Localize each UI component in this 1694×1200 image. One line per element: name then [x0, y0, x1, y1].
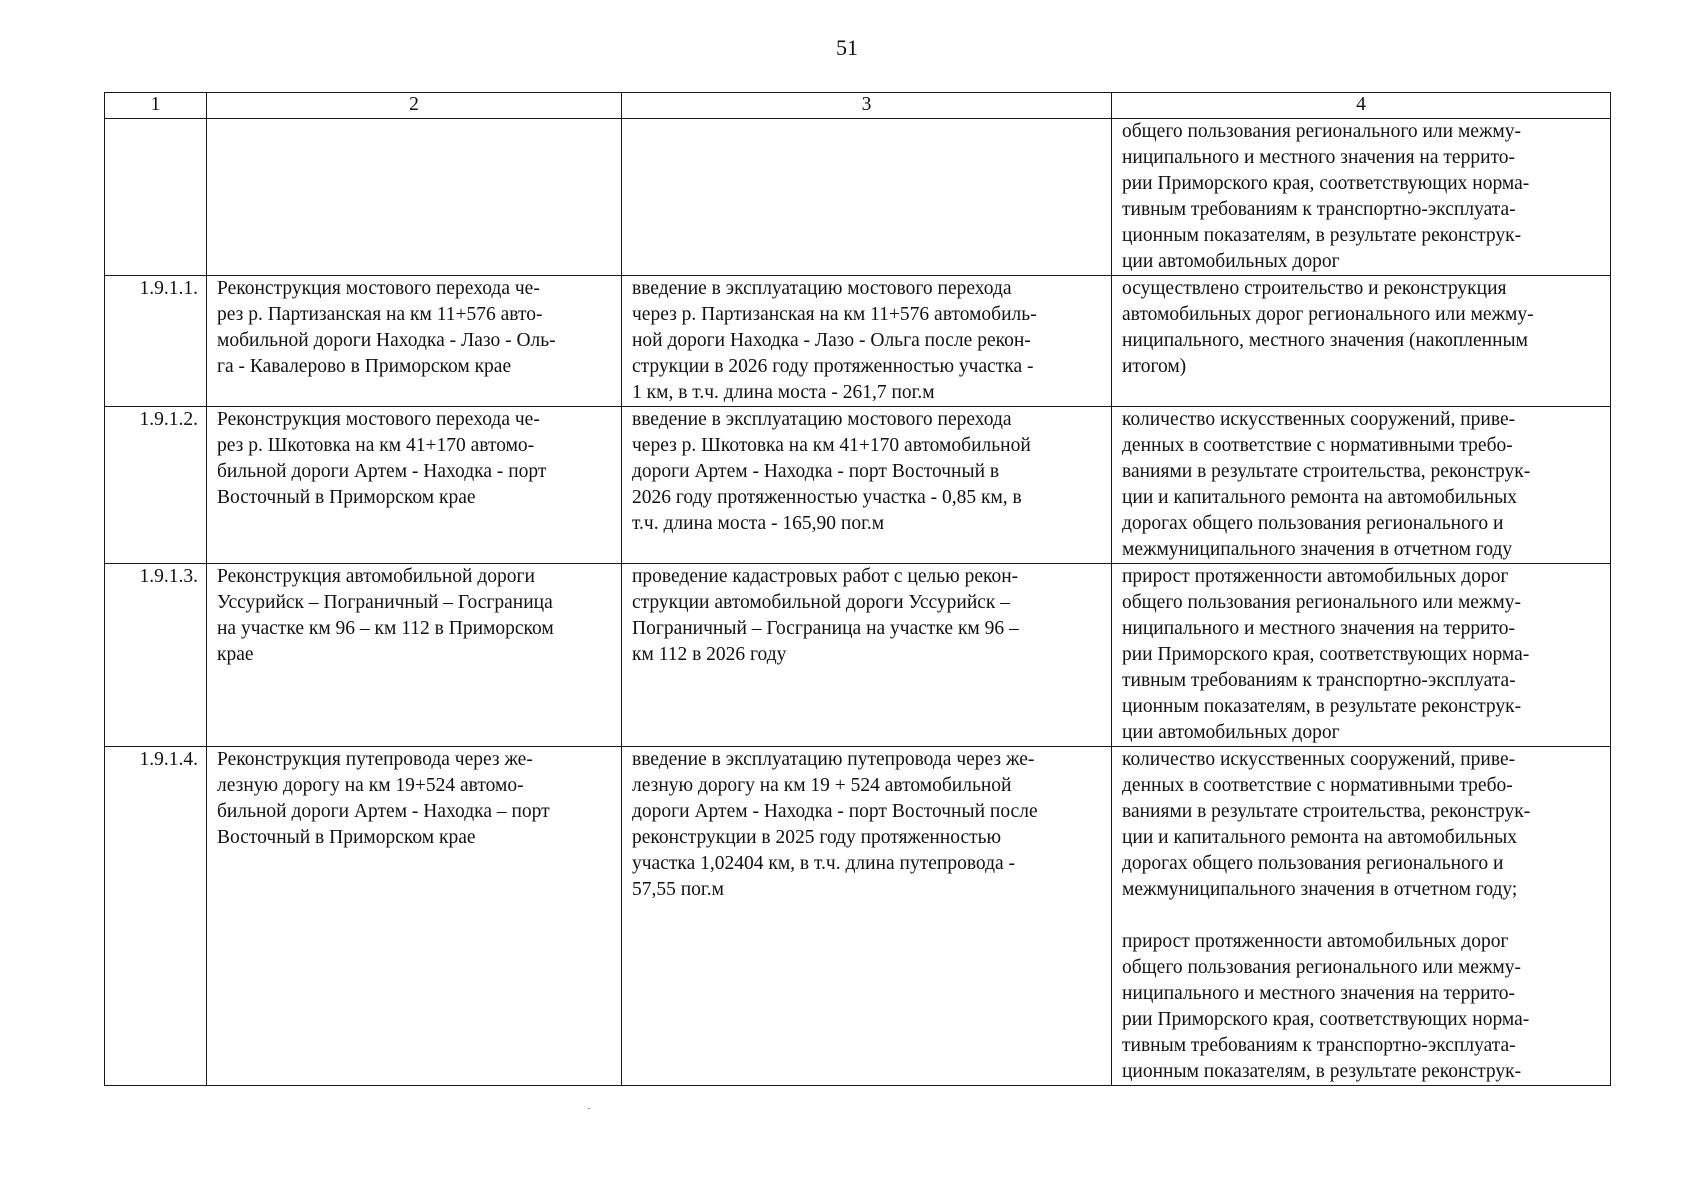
scan-speck — [588, 1108, 590, 1109]
table-header-row — [105, 93, 1611, 119]
table-row — [105, 276, 1611, 407]
page-number: 51 — [836, 35, 858, 60]
measure-result: проведение кадастровых работ с целью рекон- струкции автомобильной дороги Уссурийск – Пограничный – Госграница на участке км 96 – км 112 в 2026 году — [622, 564, 1112, 747]
measure-indicator: количество искусственных сооружений, приве- денных в соответствие с нормативными требо- ваниями в результате строительства, реконструк- ции и капитального ремонта на автомобильных дорогах общего пользования регионального и межмуниципального значения в отчетном году — [1112, 407, 1611, 564]
measures-table — [104, 92, 1611, 1086]
row-number: 1.9.1.3. — [105, 564, 207, 747]
table-row — [105, 747, 1611, 1086]
row-number — [105, 119, 207, 276]
measure-result: введение в эксплуатацию мостового перехода через р. Партизанская на км 11+576 автомобиль- ной дороги Находка - Лазо - Ольга после рекон- струкции в 2026 году протяженностью участка - 1 км, в т.ч. длина моста - 261,7 пог.м — [622, 276, 1112, 407]
column-header-1: 1 — [105, 93, 207, 119]
measure-result — [622, 119, 1112, 276]
table-row — [105, 119, 1611, 276]
measure-name — [207, 119, 622, 276]
measure-indicator: осуществлено строительство и реконструкция автомобильных дорог регионального или межму- ниципального, местного значения (накопленным итогом) — [1112, 276, 1611, 407]
table-row — [105, 407, 1611, 564]
row-number: 1.9.1.2. — [105, 407, 207, 564]
table-row — [105, 564, 1611, 747]
column-header-3: 3 — [622, 93, 1112, 119]
measure-result: введение в эксплуатацию мостового перехода через р. Шкотовка на км 41+170 автомобильной дороги Артем - Находка - порт Восточный в 2026 году протяженностью участка - 0,85 км, в т.ч. длина моста - 165,90 пог.м — [622, 407, 1112, 564]
measure-name: Реконструкция путепровода через же- лезную дорогу на км 19+524 автомо- бильной дороги Артем - Находка – порт Восточный в Приморском крае — [207, 747, 622, 1086]
measure-indicator: прирост протяженности автомобильных дорог общего пользования регионального или межму- ниципального и местного значения на террито- рии Приморского края, соответствующих норма- тивным требованиям к транспортно-эксплуата- ционным показателям, в результате реконструк- ции автомобильных дорог — [1112, 564, 1611, 747]
column-header-4: 4 — [1112, 93, 1611, 119]
row-number: 1.9.1.1. — [105, 276, 207, 407]
column-header-2: 2 — [207, 93, 622, 119]
measure-name: Реконструкция мостового перехода че- рез р. Партизанская на км 11+576 авто- мобильной дороги Находка - Лазо - Оль- га - Кавалерово в Приморском крае — [207, 276, 622, 407]
measure-result: введение в эксплуатацию путепровода через же- лезную дорогу на км 19 + 524 автомобильной дороги Артем - Находка - порт Восточный после реконструкции в 2025 году протяженностью участка 1,02404 км, в т.ч. длина путепровода - 57,55 пог.м — [622, 747, 1112, 1086]
measure-indicator: количество искусственных сооружений, приве- денных в соответствие с нормативными требо- ваниями в результате строительства, реконструк- ции и капитального ремонта на автомобильных дорогах общего пользования регионального и межмуниципального значения в отчетном году; прирост протяженности автомобильных дорог общего пользования регионального или межму- ниципального и местного значения на террито- рии Приморского края, соответствующих норма- тивным требованиям к транспортно-эксплуата- ционным показателям, в результате реконструк- — [1112, 747, 1611, 1086]
measure-name: Реконструкция автомобильной дороги Уссурийск – Пограничный – Госграница на участке км 96 – км 112 в Приморском крае — [207, 564, 622, 747]
row-number: 1.9.1.4. — [105, 747, 207, 1086]
measure-indicator: общего пользования регионального или межму- ниципального и местного значения на террито- рии Приморского края, соответствующих норма- тивным требованиям к транспортно-эксплуата- ционным показателям, в результате реконструк- ции автомобильных дорог — [1112, 119, 1611, 276]
measure-name: Реконструкция мостового перехода че- рез р. Шкотовка на км 41+170 автомо- бильной дороги Артем - Находка - порт Восточный в Приморском крае — [207, 407, 622, 564]
